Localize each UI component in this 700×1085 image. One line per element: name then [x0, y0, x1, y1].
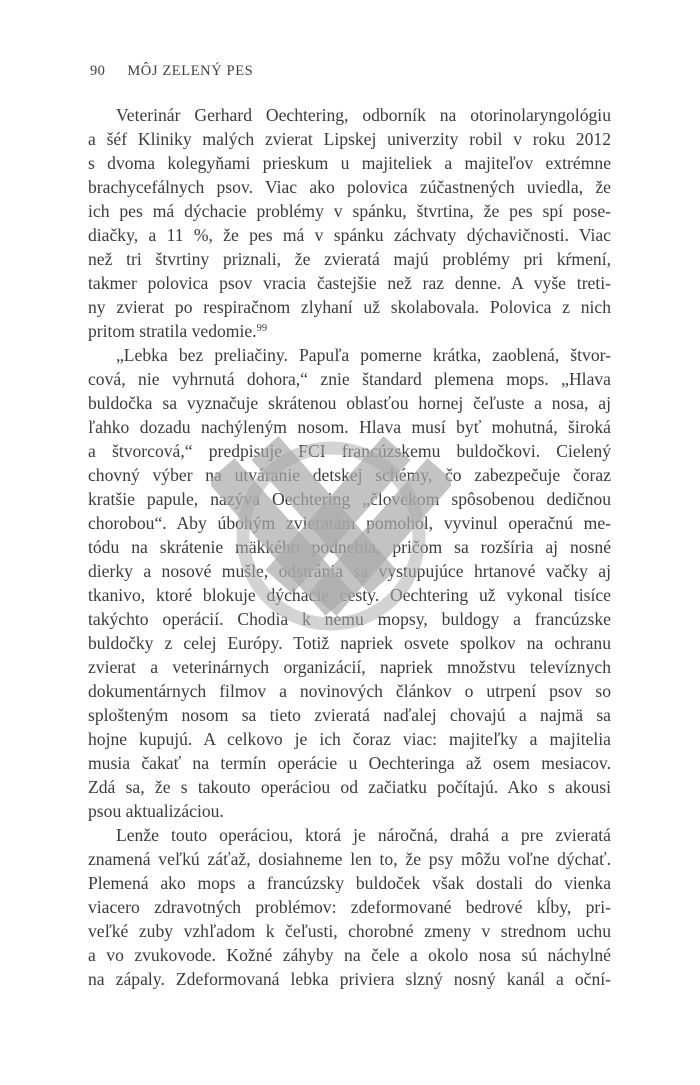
text-line: než tri štvrtiny priznali, že zvieratá majú problémy pri kŕmení,: [88, 249, 611, 269]
text-line: buldočky z celej Európy. Totiž napriek osvete spolkov na ochranu: [88, 633, 611, 653]
body-text: [88, 103, 611, 991]
text-line: s dvoma kolegyňami prieskum u majiteliek a majiteľov extrémne: [88, 153, 611, 173]
text-line: takýchto operácií. Chodia k nemu mopsy, buldogy a francúzske: [88, 609, 611, 629]
running-title: MÔJ ZELENÝ PES: [127, 63, 254, 79]
text-line: viacero zdravotných problémov: zdeformované bedrové kĺby, pri-: [88, 897, 611, 917]
text-line: chovný výber na utváranie detskej schémy, čo zabezpečuje čoraz: [88, 465, 611, 485]
text-line: zvierat a veterinárnych organizácií, napriek množstvu televíznych: [88, 657, 611, 677]
text-line: psou aktualizáciou.: [88, 801, 224, 821]
text-line: a vo zvukovode. Kožné záhyby na čele a okolo nosa sú náchylné: [88, 945, 611, 965]
text-line: diačky, a 11 %, že pes má v spánku záchvaty dýchavičnosti. Viac: [88, 225, 611, 245]
text-line: a šéf Kliniky malých zvierat Lipskej univerzity robil v roku 2012: [88, 129, 611, 149]
text-line: chorobou“. Aby úbohým zvieratám pomohol, vyvinul operačnú me-: [88, 513, 611, 533]
text-line: na zápaly. Zdeformovaná lebka priviera slzný nosný kanál a oční-: [88, 969, 611, 989]
text-line: tkanivo, ktoré blokuje dýchacie cesty. Oechtering už vykonal tisíce: [88, 585, 611, 605]
text-line: a štvorcová,“ predpisuje FCI francúzskemu buldočkovi. Cielený: [88, 441, 611, 461]
text-line: buldočka sa vyznačuje skrátenou oblasťou hornej čeľuste a nosa, aj: [88, 393, 611, 413]
text-line: takmer polovica psov vracia častejšie než raz denne. A vyše treti-: [88, 273, 611, 293]
text-line: splošteným nosom sa tieto zvieratá naďalej chovajú a najmä sa: [88, 705, 611, 725]
text-line: hojne kupujú. A celkovo je ich čoraz viac: majiteľky a majitelia: [88, 729, 611, 749]
text-line: veľké zuby vzhľadom k čeľusti, chorobné zmeny v strednom uchu: [88, 921, 611, 941]
text-line: musia čakať na termín operácie u Oechteringa až osem mesiacov.: [88, 753, 611, 773]
text-line: ny zvierat po respiračnom zlyhaní už skolabovala. Polovica z nich: [88, 297, 611, 317]
page-header: [90, 63, 253, 80]
text-line: ľahko dozadu nachýleným nosom. Hlava musí byť mohutná, široká: [88, 417, 611, 437]
text-line: Zdá sa, že s takouto operáciou od začiatku počítajú. Ako s akousi: [88, 777, 611, 797]
text-line: kratšie papule, nazýva Oechtering „človekom spôsobenou dedičnou: [88, 489, 611, 509]
footnote-reference: 99: [256, 323, 268, 334]
text-line: Plemená ako mops a francúzsky buldoček však dostali do vienka: [88, 873, 611, 893]
text-line: Lenže touto operáciou, ktorá je náročná, drahá a pre zvieratá: [116, 825, 611, 845]
text-line: cová, nie vyhrnutá dohora,“ znie štandard plemena mops. „Hlava: [88, 369, 611, 389]
text-line: dokumentárnych filmov a novinových článkov o utrpení psov so: [88, 681, 611, 701]
text-line: znamená veľkú záťaž, dosiahneme len to, že psy môžu voľne dýchať.: [88, 849, 611, 869]
text-line: tódu na skrátenie mäkkého podnebia, pričom sa rozšíria aj nosné: [88, 537, 611, 557]
text-line: Veterinár Gerhard Oechtering, odborník na otorinolaryngológiu: [116, 105, 611, 125]
text-line: brachycefálnych psov. Viac ako polovica zúčastnených uviedla, že: [88, 177, 611, 197]
text-line: pritom stratila vedomie.$^{99}$: [88, 321, 268, 341]
text-line: dierky a nosové mušle, odstránia sa vystupujúce hrtanové vačky aj: [88, 561, 611, 581]
page-number: 90: [90, 63, 106, 79]
text-line: ich pes má dýchacie problémy v spánku, štvrtina, že pes spí pose-: [88, 201, 611, 221]
text-line: „Lebka bez preliačiny. Papuľa pomerne krátka, zaoblená, štvor-: [116, 345, 611, 365]
